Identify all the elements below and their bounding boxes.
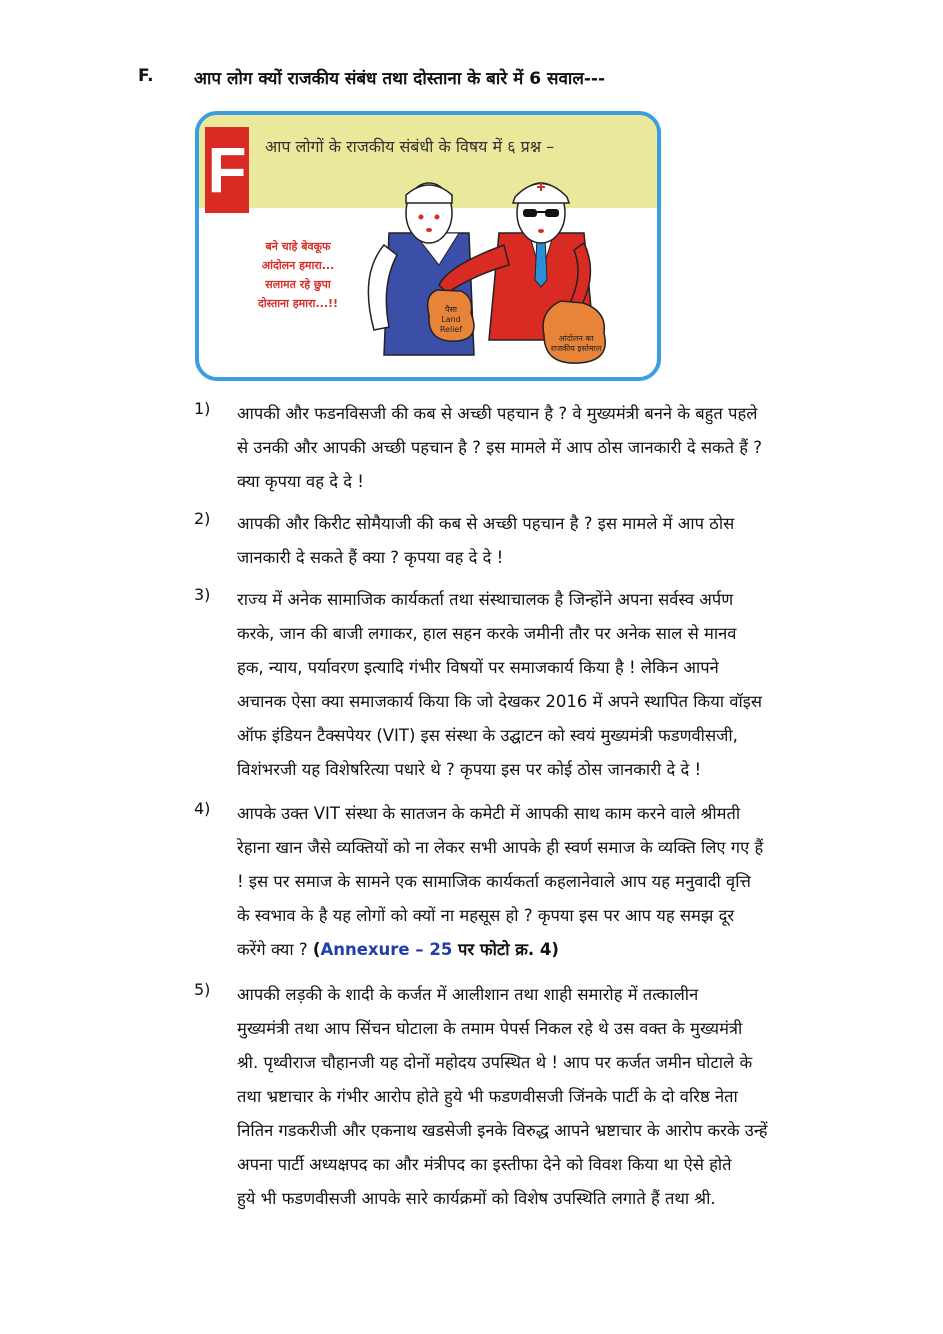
text-line: आपके उक्त VIT संस्था के सातजन के कमेटी में आपकी साथ काम करने वाले श्रीमती xyxy=(237,804,741,823)
bag-left-text: Land xyxy=(441,315,461,324)
money-bag-left xyxy=(428,290,474,341)
text-line xyxy=(237,933,830,967)
question-text xyxy=(237,797,830,967)
text-line: हक, न्याय, पर्यावरण इत्यादि गंभीर विषयों पर समाजकार्य किया है ! लेकिन आपने xyxy=(237,658,719,677)
text-line: नितिन गडकरीजी और एकनाथ खडसेजी इनके विरुद्ध आपने भ्रष्टाचार के आरोप करके उन्हें xyxy=(237,1121,768,1140)
question-text xyxy=(237,583,830,787)
annexure-open: ( xyxy=(312,940,321,959)
text-line: राज्य में अनेक सामाजिक कार्यकर्ता तथा संस्थाचालक है जिन्होंने अपना सर्वस्व अर्पण xyxy=(237,590,734,609)
illustration-title: आप लोगों के राजकीय संबंधी के विषय में ६ प्रश्न – xyxy=(265,137,555,156)
question-number: 4) xyxy=(194,799,211,818)
section-letter: F. xyxy=(138,66,154,86)
text-line: आपकी लड़की के शादी के कर्जत में आलीशान तथा शाही समारोह में तत्कालीन xyxy=(237,985,699,1004)
text-line: तथा भ्रष्टाचार के गंभीर आरोप होते हुये भी फडणवीसजी जिंनके पार्टी के दो वरिष्ठ नेता xyxy=(237,1087,738,1106)
annexure-label: Annexure – 25 xyxy=(320,940,453,959)
question-text xyxy=(237,978,830,1216)
text-line: आपकी और फडनविसजी की कब से अच्छी पहचान है ? वे मुख्यमंत्री बनने के बहुत पहले xyxy=(237,404,758,423)
money-bag-right xyxy=(543,301,605,363)
text-line: विशंभरजी यह विशेषरित्या पधारे थे ? कृपया इस पर कोई ठोस जानकारी दे दे ! xyxy=(237,760,702,779)
text-line: जानकारी दे सकते हैं क्या ? कृपया वह दे दे ! xyxy=(237,548,504,567)
text-line: से उनकी और आपकी अच्छी पहचान है ? इस मामले में आप ठोस जानकारी दे सकते हैं ? xyxy=(237,438,763,457)
text-line: क्या कृपया वह दे दे ! xyxy=(237,472,364,491)
cartoon-figures xyxy=(199,115,657,377)
question-number: 5) xyxy=(194,980,211,999)
text-line: श्री. पृथ्वीराज चौहानजी यह दोनों महोदय उपस्थित थे ! आप पर कर्जत जमीन घोटाले के xyxy=(237,1053,753,1072)
text-line: ! इस पर समाज के सामने एक सामाजिक कार्यकर्ता कहलानेवाले आप यह मनुवादी वृत्ति xyxy=(237,872,751,891)
annexure-rest: पर फोटो क्र. 4) xyxy=(452,940,559,959)
text-line: मुख्यमंत्री तथा आप सिंचन घोटाला के तमाम पेपर्स निकल रहे थे उस वक्त के मुख्यमंत्री xyxy=(237,1019,743,1038)
text-line: आपकी और किरीट सोमैयाजी की कब से अच्छी पहचान है ? इस मामले में आप ठोस xyxy=(237,514,735,533)
slogan-line: सलामत रहे छुपा xyxy=(265,278,331,291)
slogan-line: दोस्ताना हमारा...!! xyxy=(257,297,339,310)
illustration-letter: F xyxy=(205,127,249,213)
slogan-line: बने चाहे बेवकूफ xyxy=(265,240,331,253)
section-title: आप लोग क्यों राजकीय संबंध तथा दोस्ताना के बारे में 6 सवाल--- xyxy=(194,69,606,89)
bag-right-text: राजकीय इस्तेमाल xyxy=(550,344,602,353)
bag-right-text: आंदोलन का xyxy=(558,334,594,343)
question-number: 2) xyxy=(194,509,211,528)
question-text xyxy=(237,397,830,499)
slogan-line: आंदोलन हमारा... xyxy=(261,259,335,272)
question-number: 1) xyxy=(194,399,211,418)
text-line: अपना पार्टी अध्यक्षपद का और मंत्रीपद का इस्तीफा देने को विवश किया था ऐसे होते xyxy=(237,1155,732,1174)
text-line: रेहाना खान जैसे व्यक्तियों को ना लेकर सभी आपके ही स्वर्ण समाज के व्यक्ति लिए गए हैं xyxy=(237,838,764,857)
question-text xyxy=(237,507,830,575)
text-line: अचानक ऐसा क्या समाजकार्य किया कि जो देखकर 2016 में अपने स्थापित किया वॉइस xyxy=(237,692,763,711)
bag-left-text: Relief xyxy=(439,325,463,334)
text-line: के स्वभाव के है यह लोगों को क्यों ना महसूस हो ? कृपया इस पर आप यह समझ दूर xyxy=(237,906,735,925)
text-line: ऑफ इंडियन टैक्सपेयर (VIT) इस संस्था के उद्घाटन को स्वयं मुख्यमंत्री फडणवीसजी, xyxy=(237,726,738,745)
text-line: करके, जान की बाजी लगाकर, हाल सहन करके जमीनी तौर पर अनेक साल से मानव xyxy=(237,624,737,643)
bag-left-text: पैसा xyxy=(444,305,458,314)
text-line: हुये भी फडणवीसजी आपके सारे कार्यक्रमों को विशेष उपस्थिति लगाते हैं तथा श्री. xyxy=(237,1189,716,1208)
question-number: 3) xyxy=(194,585,211,604)
cartoon-illustration xyxy=(195,111,661,381)
annexure-reference xyxy=(313,940,559,959)
text-line-start: करेंगे क्या ? xyxy=(237,940,308,959)
